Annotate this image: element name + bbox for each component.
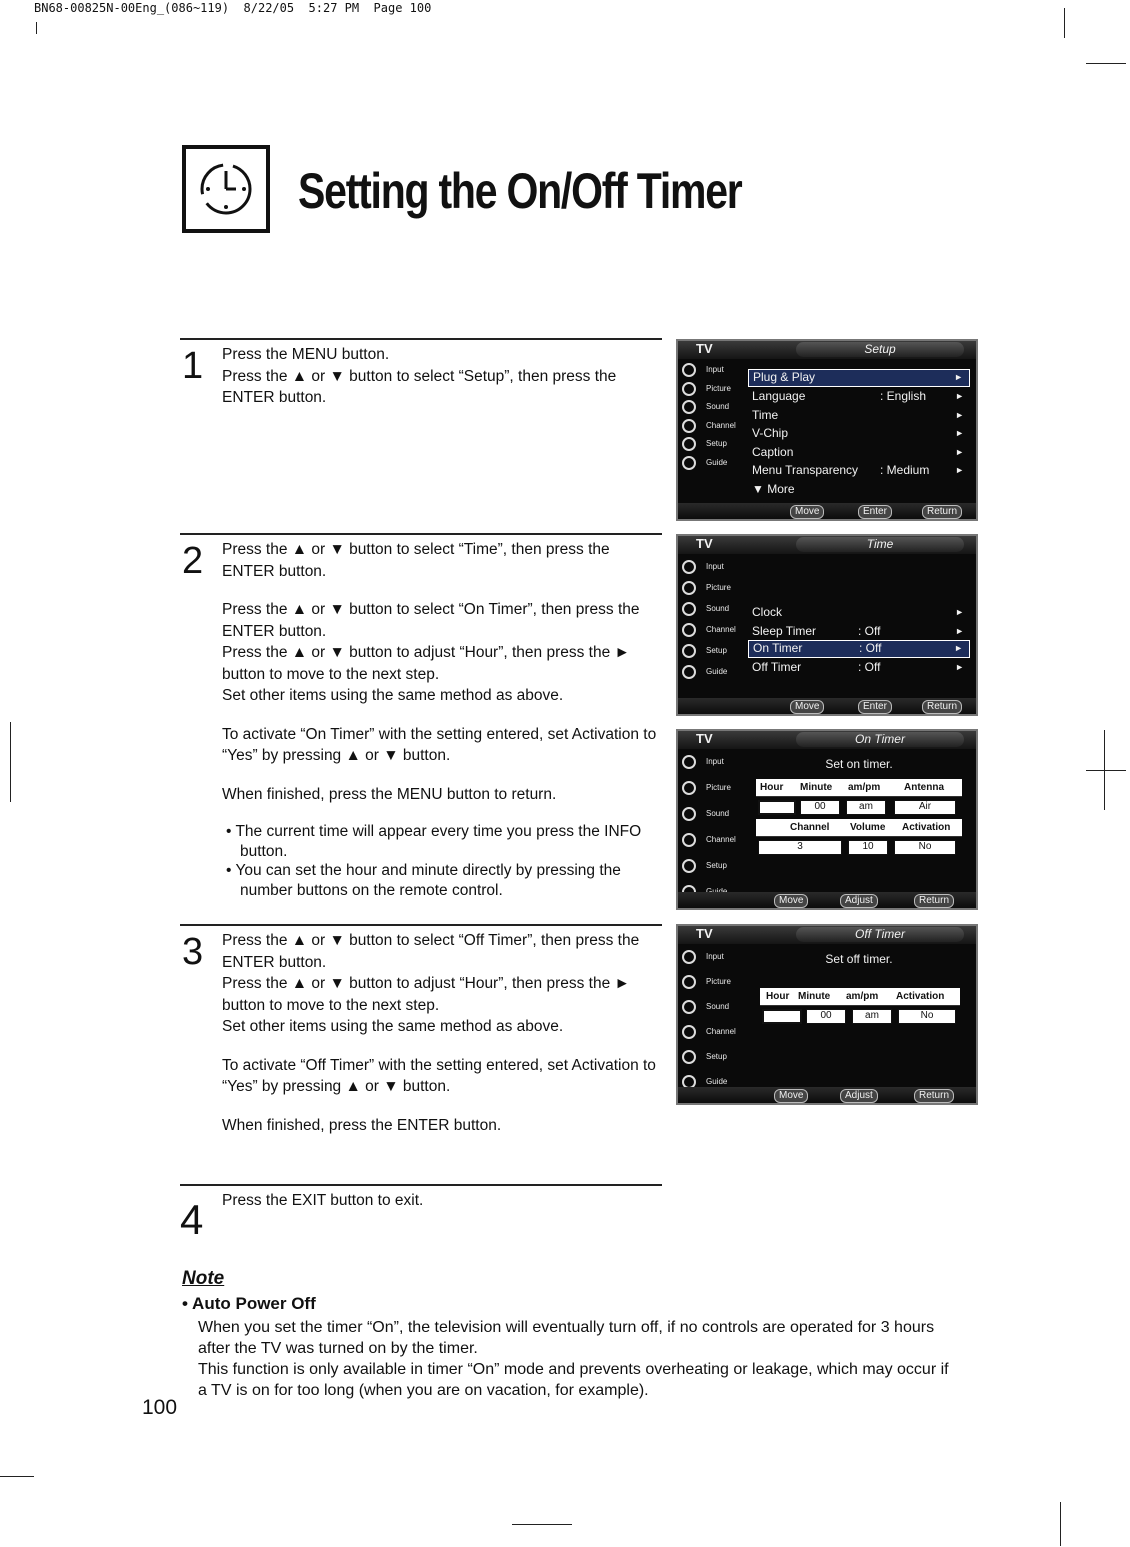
osd-off-timer-grid — [760, 988, 960, 1032]
step-2-line: To activate “On Timer” with the setting entered, set Activation to “Yes” by pressing ▲ or ▼ button. — [222, 725, 657, 764]
input-icon — [682, 950, 696, 964]
osd-sidebar-input[interactable]: Input — [680, 361, 746, 380]
osd-grid-fields — [756, 836, 962, 859]
osd-off-timer-caption: Set off timer. — [825, 952, 893, 966]
osd-return-hint: Return — [922, 505, 962, 519]
osd-sidebar-setup[interactable]: Setup — [680, 1048, 746, 1073]
crop-mark — [1064, 8, 1065, 38]
step-1-line: Press the ▲ or ▼ button to select “Setup”, then press the ENTER button. — [222, 367, 617, 406]
note-body — [198, 1317, 958, 1401]
osd-enter-hint: Enter — [858, 505, 892, 519]
osd-antenna-field[interactable]: Air — [894, 800, 956, 815]
step-divider — [180, 1184, 662, 1186]
osd-ampm-field[interactable]: am — [852, 1009, 892, 1024]
osd-title-bar — [678, 926, 976, 944]
step-number: 1 — [182, 345, 204, 387]
osd-row-plug-and-play[interactable]: Plug & Play ► — [748, 369, 970, 387]
osd-move-hint: Move — [774, 1089, 808, 1103]
input-icon — [682, 560, 696, 574]
input-icon — [682, 363, 696, 377]
osd-sidebar-guide[interactable]: Guide — [680, 454, 746, 473]
crop-mark — [1086, 63, 1126, 64]
osd-ampm-field[interactable]: am — [846, 800, 886, 815]
osd-move-hint: Move — [774, 894, 808, 908]
step-2-bullets — [222, 822, 662, 900]
osd-row-clock[interactable]: Clock ► — [752, 605, 964, 619]
osd-sidebar-picture[interactable]: Picture — [680, 779, 746, 805]
osd-grid-fields — [756, 796, 962, 819]
sound-icon — [682, 602, 696, 616]
osd-sidebar-sound[interactable]: Sound — [680, 600, 746, 621]
step-2-line: Press the ▲ or ▼ button to select “On Timer”, then press the ENTER button. — [222, 601, 640, 640]
crop-mark — [0, 1476, 34, 1477]
step-number: 3 — [182, 931, 204, 973]
setup-icon — [682, 644, 696, 658]
osd-grid-header: Hour Minute am/pm Antenna — [760, 782, 944, 793]
osd-sidebar-sound[interactable]: Sound — [680, 998, 746, 1023]
guide-icon — [682, 665, 696, 679]
osd-menu-title: Time — [796, 537, 964, 552]
osd-move-hint: Move — [790, 700, 824, 714]
osd-adjust-hint: Adjust — [840, 1089, 878, 1103]
channel-icon — [682, 1025, 696, 1039]
note-line: This function is only available in timer “On” mode and prevents overheating or leakage, which may occur if a TV is on for too long (when you are on vacation, for example). — [198, 1361, 949, 1399]
channel-icon — [682, 623, 696, 637]
osd-footer — [678, 698, 976, 714]
input-icon — [682, 755, 696, 769]
osd-sidebar-sound[interactable]: Sound — [680, 398, 746, 417]
bullet-item: • You can set the hour and minute directly by pressing the number buttons on the remote control. — [222, 861, 662, 900]
osd-sidebar — [680, 948, 746, 1098]
osd-sidebar-picture[interactable]: Picture — [680, 973, 746, 998]
osd-row-off-timer[interactable]: Off Timer : Off ► — [752, 660, 964, 674]
osd-enter-hint: Enter — [858, 700, 892, 714]
osd-grid-fields — [760, 1005, 960, 1032]
step-3-line: To activate “Off Timer” with the setting entered, set Activation to “Yes” by pressing ▲ or ▼ button. — [222, 1056, 656, 1095]
clock-icon — [182, 145, 270, 233]
osd-sidebar — [680, 753, 746, 909]
step-3-text — [222, 930, 662, 1153]
osd-row-menu-transparency[interactable]: Menu Transparency : Medium ► — [752, 463, 964, 477]
step-1-line: Press the MENU button. — [222, 346, 390, 363]
step-4-line: Press the EXIT button to exit. — [222, 1192, 424, 1209]
osd-time-screen — [676, 534, 978, 716]
osd-sidebar-guide[interactable]: Guide — [680, 663, 746, 684]
osd-sidebar-input[interactable]: Input — [680, 558, 746, 579]
step-divider — [180, 338, 662, 340]
osd-sidebar-setup[interactable]: Setup — [680, 857, 746, 883]
crop-mark — [512, 1524, 572, 1525]
print-header: BN68-00825N-00Eng_(086~119) 8/22/05 5:27 PM Page 100 — [34, 1, 432, 15]
osd-activation-field[interactable]: No — [894, 840, 956, 855]
osd-row-v-chip[interactable]: V-Chip ► — [752, 426, 964, 440]
osd-adjust-hint: Adjust — [840, 894, 878, 908]
osd-channel-field[interactable]: 3 — [758, 840, 842, 855]
crop-mark — [1060, 1502, 1061, 1546]
page-number: 100 — [142, 1396, 178, 1419]
step-2-text — [222, 539, 662, 900]
osd-row-language[interactable]: Language : English ► — [752, 389, 964, 403]
osd-move-hint: Move — [790, 505, 824, 519]
note-title: Note — [182, 1268, 225, 1289]
crop-mark — [10, 722, 11, 802]
bullet-item: • The current time will appear every time you press the INFO button. — [222, 822, 662, 861]
sound-icon — [682, 1000, 696, 1014]
osd-setup-screen — [676, 339, 978, 521]
osd-title-bar — [678, 536, 976, 554]
osd-off-timer-screen — [676, 924, 978, 1105]
crop-mark — [36, 22, 37, 34]
osd-tv-label: TV — [696, 341, 713, 356]
osd-sidebar-channel[interactable]: Channel — [680, 831, 746, 857]
osd-row-time[interactable]: Time ► — [752, 407, 964, 422]
osd-title-bar — [678, 731, 976, 749]
osd-footer — [678, 892, 976, 908]
osd-return-hint: Return — [914, 894, 954, 908]
osd-tv-label: TV — [696, 536, 713, 551]
channel-icon — [682, 419, 696, 433]
osd-row-more[interactable]: ▼ More — [752, 481, 795, 496]
osd-on-timer-screen — [676, 729, 978, 910]
osd-title-bar — [678, 341, 976, 359]
osd-sidebar-channel[interactable]: Channel — [680, 621, 746, 642]
osd-volume-field[interactable]: 10 — [848, 840, 888, 855]
osd-time-list — [748, 603, 970, 677]
osd-menu-title: On Timer — [796, 732, 964, 747]
picture-icon — [682, 975, 696, 989]
picture-icon — [682, 382, 696, 396]
note-line: When you set the timer “On”, the television will eventually turn off, if no controls are operated for 3 hours after the TV was turned on by the timer. — [198, 1319, 935, 1357]
osd-sidebar — [680, 361, 746, 472]
step-3-line: Press the ▲ or ▼ button to select “Off Timer”, then press the ENTER button. — [222, 932, 640, 971]
crop-mark — [1086, 770, 1126, 771]
osd-on-timer-grid-1 — [756, 779, 962, 859]
osd-menu-title: Off Timer — [796, 927, 964, 942]
osd-return-hint: Return — [922, 700, 962, 714]
osd-sidebar-sound[interactable]: Sound — [680, 805, 746, 831]
osd-sidebar-picture[interactable]: Picture — [680, 579, 746, 600]
osd-sidebar-setup[interactable]: Setup — [680, 642, 746, 663]
sound-icon — [682, 807, 696, 821]
osd-row-on-timer[interactable]: On Timer : Off ► — [748, 640, 970, 658]
osd-hour-field[interactable] — [762, 1009, 802, 1024]
osd-return-hint: Return — [914, 1089, 954, 1103]
step-divider — [180, 924, 662, 926]
osd-tv-label: TV — [696, 926, 713, 941]
osd-sidebar-setup[interactable]: Setup — [680, 435, 746, 454]
osd-minute-field[interactable]: 00 — [800, 800, 840, 815]
sound-icon — [682, 400, 696, 414]
osd-menu-title: Setup — [796, 342, 964, 357]
osd-row-sleep-timer[interactable]: Sleep Timer : Off ► — [752, 623, 964, 638]
osd-sidebar-input[interactable]: Input — [680, 753, 746, 779]
osd-sidebar-channel[interactable]: Channel — [680, 417, 746, 436]
osd-sidebar — [680, 558, 746, 684]
osd-sidebar-channel[interactable]: Channel — [680, 1023, 746, 1048]
osd-grid-header: Hour Minute am/pm Activation — [766, 991, 945, 1002]
osd-minute-field[interactable]: 00 — [806, 1009, 846, 1024]
osd-on-timer-caption: Set on timer. — [825, 757, 893, 771]
step-number: 4 — [180, 1196, 204, 1243]
step-2-line: Set other items using the same method as above. — [222, 687, 564, 704]
step-3-line: Press the ▲ or ▼ button to adjust “Hour”, then press the ► button to move to the next step. — [222, 975, 630, 1014]
channel-icon — [682, 833, 696, 847]
osd-sidebar-picture[interactable]: Picture — [680, 380, 746, 399]
step-3-line: When finished, press the ENTER button. — [222, 1116, 502, 1134]
setup-icon — [682, 437, 696, 451]
step-2-line: Press the ▲ or ▼ button to select “Time”, then press the ENTER button. — [222, 541, 610, 580]
setup-icon — [682, 1050, 696, 1064]
osd-hour-field[interactable] — [758, 800, 796, 815]
guide-icon — [682, 456, 696, 470]
step-1-text — [222, 344, 662, 409]
osd-footer — [678, 503, 976, 519]
setup-icon — [682, 859, 696, 873]
osd-sidebar-input[interactable]: Input — [680, 948, 746, 973]
picture-icon — [682, 781, 696, 795]
osd-footer — [678, 1087, 976, 1103]
step-3-line: Set other items using the same method as above. — [222, 1018, 564, 1035]
step-4-text — [222, 1190, 662, 1212]
osd-grid-header: Channel Volume Activation — [790, 822, 951, 833]
step-number: 2 — [182, 540, 204, 582]
page-title: Setting the On/Off Timer — [298, 163, 742, 219]
osd-sidebar-guide[interactable]: Guide — [680, 1073, 746, 1098]
note-subtitle: • Auto Power Off — [182, 1294, 316, 1313]
step-2-line: When finished, press the MENU button to return. — [222, 785, 557, 803]
picture-icon — [682, 581, 696, 595]
step-2-line: Press the ▲ or ▼ button to adjust “Hour”, then press the ► button to move to the next step. — [222, 644, 630, 683]
osd-row-caption[interactable]: Caption ► — [752, 444, 964, 459]
step-divider — [180, 533, 662, 535]
osd-tv-label: TV — [696, 731, 713, 746]
osd-activation-field[interactable]: No — [898, 1009, 956, 1024]
osd-setup-list — [748, 369, 970, 498]
